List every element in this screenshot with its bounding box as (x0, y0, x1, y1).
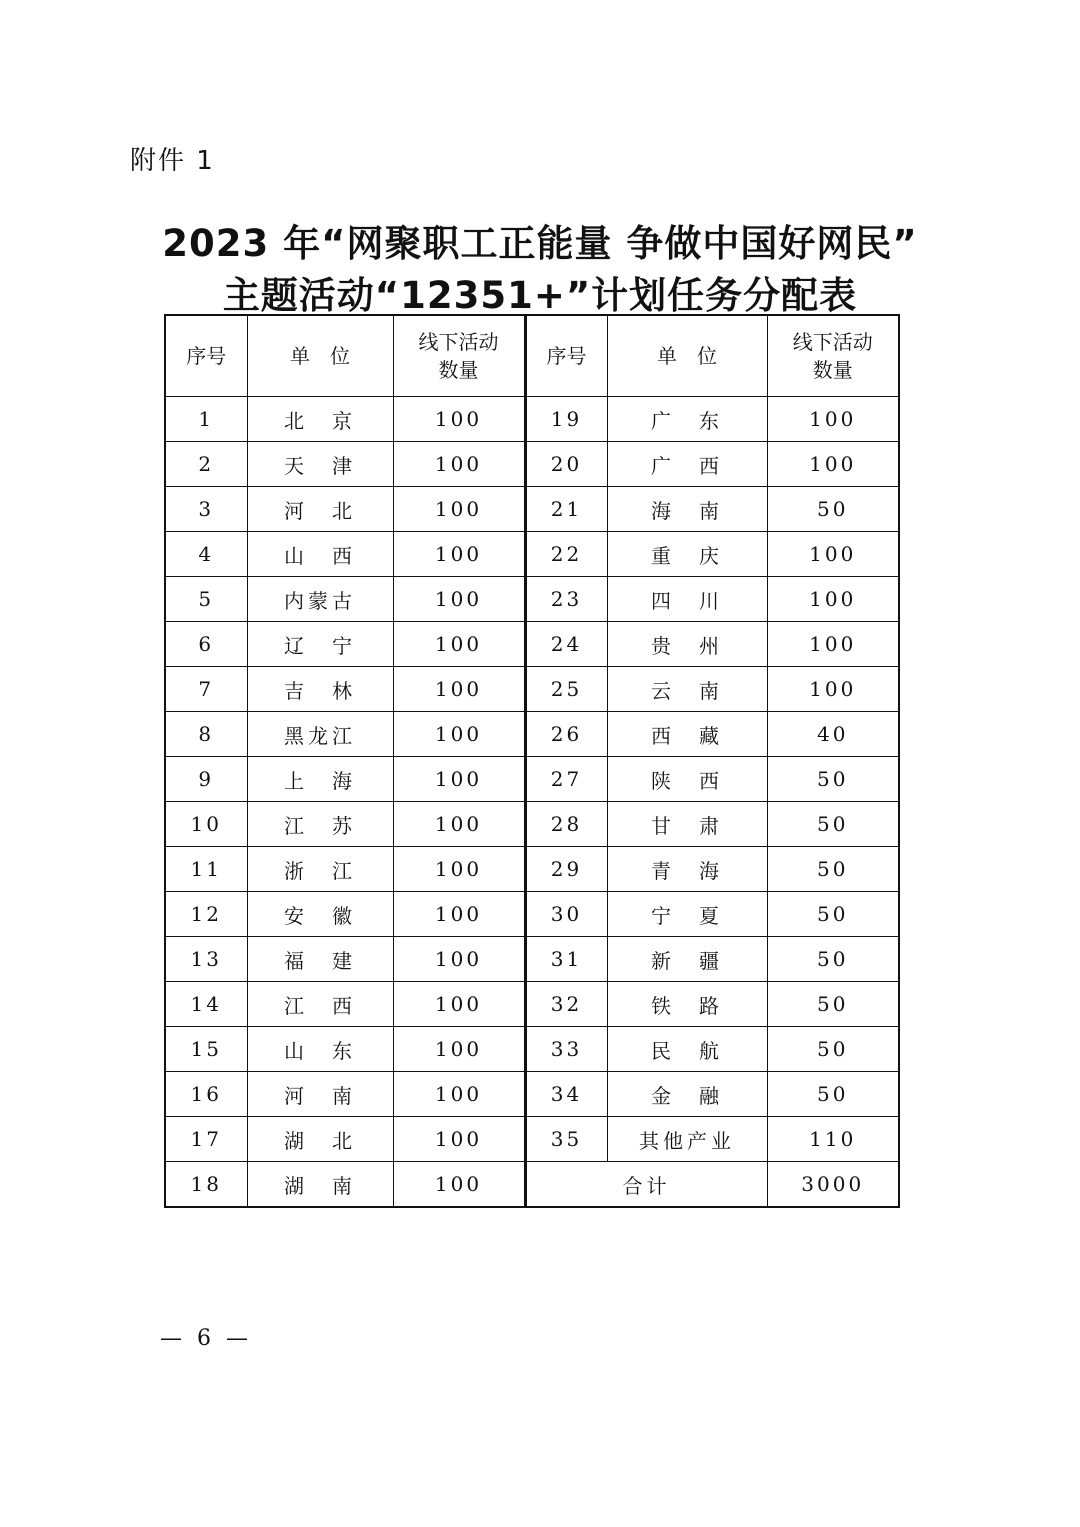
seq-cell: 18 (165, 1162, 247, 1208)
unit-cell: 北 京 (247, 397, 393, 442)
unit-cell: 甘 肃 (607, 802, 767, 847)
table-body (165, 397, 899, 1208)
seq-cell: 24 (525, 622, 607, 667)
table-row (165, 1072, 899, 1117)
seq-cell: 9 (165, 757, 247, 802)
seq-cell: 25 (525, 667, 607, 712)
count-cell: 100 (767, 622, 899, 667)
count-cell: 100 (393, 937, 525, 982)
seq-cell: 35 (525, 1117, 607, 1162)
table-row (165, 397, 899, 442)
count-cell: 50 (767, 892, 899, 937)
count-cell: 100 (393, 847, 525, 892)
unit-cell: 云 南 (607, 667, 767, 712)
seq-cell: 33 (525, 1027, 607, 1072)
count-cell: 100 (393, 892, 525, 937)
table-row (165, 712, 899, 757)
unit-cell: 金 融 (607, 1072, 767, 1117)
table-row (165, 532, 899, 577)
header-count-right (767, 315, 899, 397)
task-allocation-table (164, 314, 900, 1208)
table-row (165, 667, 899, 712)
seq-cell: 23 (525, 577, 607, 622)
count-cell: 110 (767, 1117, 899, 1162)
count-cell: 50 (767, 757, 899, 802)
unit-cell: 内蒙古 (247, 577, 393, 622)
document-title-line-2: 主题活动“12351+”计划任务分配表 (222, 274, 858, 317)
header-unit-left: 单 位 (247, 315, 393, 397)
seq-cell: 34 (525, 1072, 607, 1117)
seq-cell: 20 (525, 442, 607, 487)
unit-cell: 吉 林 (247, 667, 393, 712)
unit-cell: 湖 南 (247, 1162, 393, 1208)
total-label-cell: 合计 (525, 1162, 767, 1208)
seq-cell: 19 (525, 397, 607, 442)
count-cell: 100 (393, 712, 525, 757)
header-seq-left: 序号 (165, 315, 247, 397)
unit-cell: 青 海 (607, 847, 767, 892)
seq-cell: 17 (165, 1117, 247, 1162)
seq-cell: 15 (165, 1027, 247, 1072)
table-row (165, 1117, 899, 1162)
unit-cell: 天 津 (247, 442, 393, 487)
count-cell: 100 (767, 442, 899, 487)
seq-cell: 16 (165, 1072, 247, 1117)
unit-cell: 新 疆 (607, 937, 767, 982)
unit-cell: 辽 宁 (247, 622, 393, 667)
count-cell: 100 (393, 622, 525, 667)
count-cell: 100 (393, 1117, 525, 1162)
seq-cell: 11 (165, 847, 247, 892)
table-row (165, 442, 899, 487)
seq-cell: 28 (525, 802, 607, 847)
count-cell: 100 (393, 757, 525, 802)
count-cell: 100 (393, 667, 525, 712)
unit-cell: 黑龙江 (247, 712, 393, 757)
unit-cell: 福 建 (247, 937, 393, 982)
seq-cell: 13 (165, 937, 247, 982)
count-cell: 100 (767, 667, 899, 712)
unit-cell: 四 川 (607, 577, 767, 622)
table-row (165, 802, 899, 847)
header-count-line-1: 线下活动 (792, 330, 873, 354)
unit-cell: 西 藏 (607, 712, 767, 757)
unit-cell: 广 西 (607, 442, 767, 487)
unit-cell: 浙 江 (247, 847, 393, 892)
count-cell: 50 (767, 1027, 899, 1072)
total-count-cell: 3000 (767, 1162, 899, 1208)
seq-cell: 7 (165, 667, 247, 712)
seq-cell: 1 (165, 397, 247, 442)
unit-cell: 民 航 (607, 1027, 767, 1072)
seq-cell: 10 (165, 802, 247, 847)
table-row (165, 937, 899, 982)
seq-cell: 12 (165, 892, 247, 937)
table-row (165, 847, 899, 892)
seq-cell: 27 (525, 757, 607, 802)
header-seq-right: 序号 (525, 315, 607, 397)
seq-cell: 5 (165, 577, 247, 622)
count-cell: 100 (767, 577, 899, 622)
header-count-left (393, 315, 525, 397)
unit-cell: 山 东 (247, 1027, 393, 1072)
count-cell: 100 (393, 982, 525, 1027)
header-count-line-2: 数量 (812, 358, 853, 382)
seq-cell: 31 (525, 937, 607, 982)
unit-cell: 宁 夏 (607, 892, 767, 937)
table-row (165, 982, 899, 1027)
seq-cell: 3 (165, 487, 247, 532)
count-cell: 100 (767, 397, 899, 442)
table-row (165, 757, 899, 802)
table-row (165, 1027, 899, 1072)
table-row (165, 577, 899, 622)
unit-cell: 海 南 (607, 487, 767, 532)
seq-cell: 32 (525, 982, 607, 1027)
count-cell: 50 (767, 802, 899, 847)
count-cell: 100 (393, 1162, 525, 1208)
unit-cell: 重 庆 (607, 532, 767, 577)
count-cell: 100 (393, 1027, 525, 1072)
count-cell: 100 (393, 397, 525, 442)
unit-cell: 广 东 (607, 397, 767, 442)
seq-cell: 30 (525, 892, 607, 937)
unit-cell: 江 西 (247, 982, 393, 1027)
table-row (165, 1162, 899, 1208)
seq-cell: 26 (525, 712, 607, 757)
unit-cell: 山 西 (247, 532, 393, 577)
count-cell: 100 (393, 532, 525, 577)
seq-cell: 29 (525, 847, 607, 892)
unit-cell: 河 南 (247, 1072, 393, 1117)
table-row (165, 487, 899, 532)
count-cell: 100 (393, 802, 525, 847)
count-cell: 100 (393, 487, 525, 532)
unit-cell: 湖 北 (247, 1117, 393, 1162)
unit-cell: 陕 西 (607, 757, 767, 802)
count-cell: 50 (767, 937, 899, 982)
unit-cell: 其他产业 (607, 1117, 767, 1162)
count-cell: 50 (767, 1072, 899, 1117)
unit-cell: 贵 州 (607, 622, 767, 667)
count-cell: 100 (393, 577, 525, 622)
seq-cell: 14 (165, 982, 247, 1027)
seq-cell: 8 (165, 712, 247, 757)
count-cell: 100 (393, 442, 525, 487)
page-number: — 6 — (160, 1326, 252, 1351)
unit-cell: 铁 路 (607, 982, 767, 1027)
seq-cell: 21 (525, 487, 607, 532)
document-title-line-1: 2023 年“网聚职工正能量 争做中国好网民” (162, 222, 918, 265)
count-cell: 100 (393, 1072, 525, 1117)
count-cell: 50 (767, 982, 899, 1027)
header-count-line-2: 数量 (438, 358, 479, 382)
count-cell: 40 (767, 712, 899, 757)
unit-cell: 河 北 (247, 487, 393, 532)
seq-cell: 4 (165, 532, 247, 577)
table-row (165, 622, 899, 667)
attachment-label: 附件 1 (130, 146, 215, 176)
seq-cell: 22 (525, 532, 607, 577)
header-count-line-1: 线下活动 (418, 330, 499, 354)
unit-cell: 安 徽 (247, 892, 393, 937)
unit-cell: 上 海 (247, 757, 393, 802)
header-unit-right: 单 位 (607, 315, 767, 397)
unit-cell: 江 苏 (247, 802, 393, 847)
table-header-row (165, 315, 899, 397)
count-cell: 100 (767, 532, 899, 577)
seq-cell: 6 (165, 622, 247, 667)
count-cell: 50 (767, 487, 899, 532)
table-row (165, 892, 899, 937)
seq-cell: 2 (165, 442, 247, 487)
count-cell: 50 (767, 847, 899, 892)
